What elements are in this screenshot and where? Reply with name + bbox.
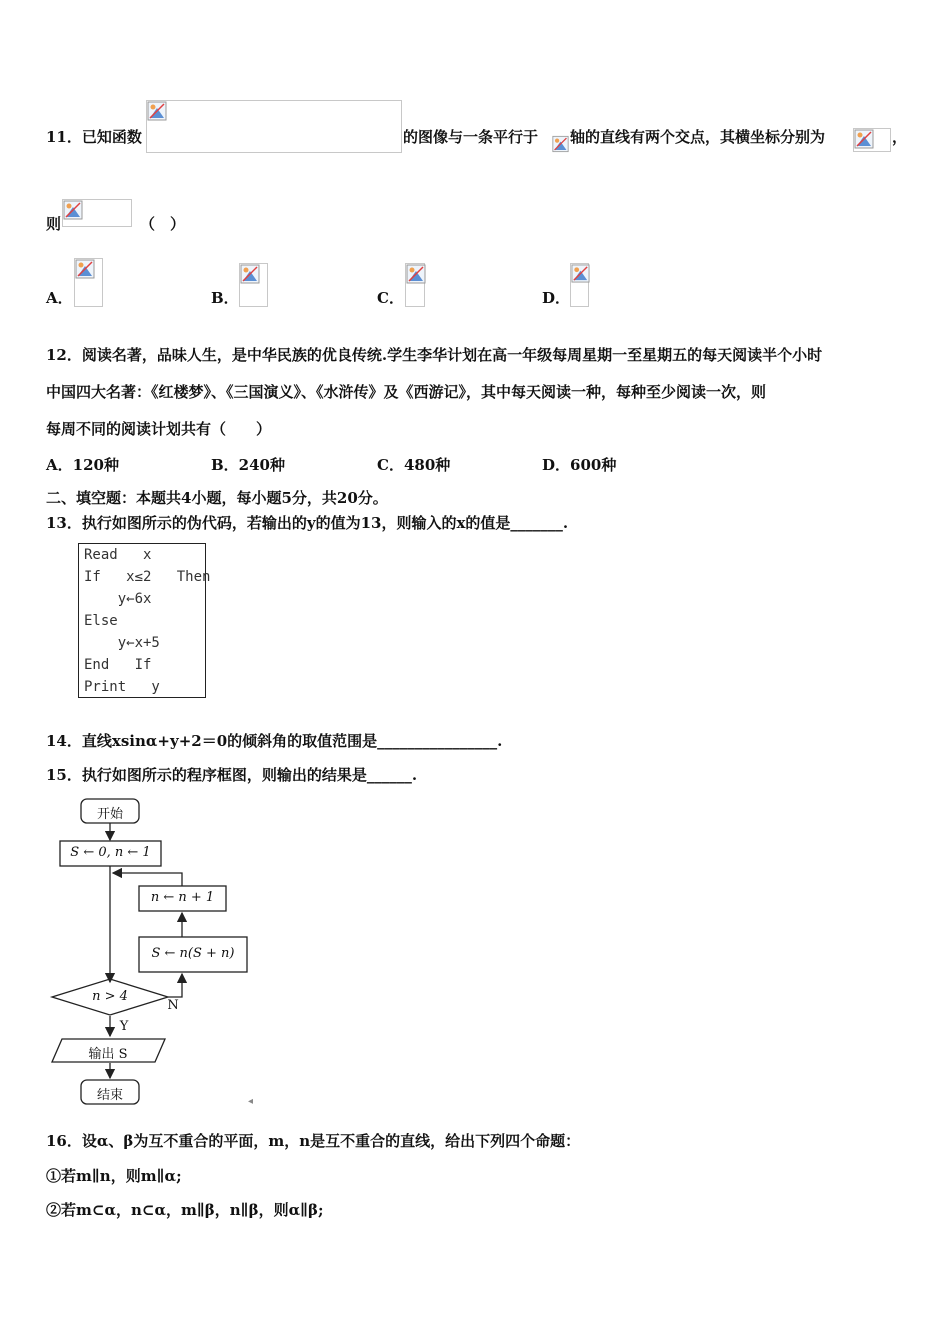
q11-option-b: B． (211, 289, 239, 307)
flow-update: S ← n(S + n) (151, 946, 235, 961)
q12-line3: 每周不同的阅读计划共有（ ） (46, 420, 272, 438)
code-line: y←x+5 (84, 635, 160, 651)
code-line: If x≤2 Then (84, 569, 211, 585)
q11-comma: ， (892, 128, 908, 146)
q15-text: 15．执行如图所示的程序框图，则输出的结果是______. (46, 766, 418, 784)
section-heading: 二、填空题：本题共4小题，每小题5分，共20分。 (46, 489, 388, 507)
q11-paren: （ ） (140, 215, 186, 233)
q14-text: 14．直线xsinα+y+2＝0的倾斜角的取值范围是________________. (46, 732, 503, 750)
small-arrow-mark: ◂ (248, 1096, 254, 1107)
q12-line2: 中国四大名著：《红楼梦》、《三国演义》、《水浒传》及《西游记》，其中每天阅读一种，每种至少阅读一次，则 (46, 383, 767, 401)
flow-start: 开始 (96, 807, 123, 822)
flow-no-label: N (167, 998, 179, 1013)
q16-proposition-2: ②若m⊂α，n⊂α，m∥β，n∥β，则α∥β; (46, 1201, 324, 1219)
q16-proposition-1: ①若m∥n，则m∥α; (46, 1167, 182, 1185)
code-line: Read x (84, 547, 152, 563)
q16-line1: 16．设α、β为互不重合的平面，m，n是互不重合的直线，给出下列四个命题： (46, 1132, 581, 1150)
q11-then: 则 (46, 215, 62, 233)
flow-condition: n > 4 (92, 989, 128, 1004)
code-line: Print y (84, 679, 160, 695)
q12-option-d: D．600种 (542, 456, 617, 474)
q11-option-d: D． (542, 289, 571, 307)
q12-option-c: C．480种 (377, 456, 451, 474)
flow-increment: n ← n + 1 (150, 890, 215, 905)
code-line: y←6x (84, 591, 152, 607)
flow-yes-label: Y (119, 1019, 129, 1034)
q11-mid2: 轴的直线有两个交点，其横坐标分别为 (570, 128, 826, 146)
q11-option-a: A． (46, 289, 73, 307)
flow-end: 结束 (96, 1088, 123, 1103)
q11-mid: 的图像与一条平行于 (403, 128, 539, 146)
code-line: End If (84, 657, 152, 673)
q13-text: 13．执行如图所示的伪代码，若输出的y的值为13，则输入的x的值是_______. (46, 514, 569, 532)
q11-intro: 11．已知函数 (46, 128, 142, 146)
q12-option-a: A．120种 (46, 456, 119, 474)
code-line: Else (84, 613, 118, 629)
q12-line1: 12．阅读名著，品味人生，是中华民族的优良传统.学生李华计划在高一年级每周星期一至星期五的每天阅读半个小时 (46, 346, 823, 364)
q11-option-c: C． (377, 289, 404, 307)
flow-output: 输出 S (88, 1047, 128, 1062)
q12-option-b: B．240种 (211, 456, 285, 474)
flow-init: S ← 0, n ← 1 (70, 845, 151, 860)
